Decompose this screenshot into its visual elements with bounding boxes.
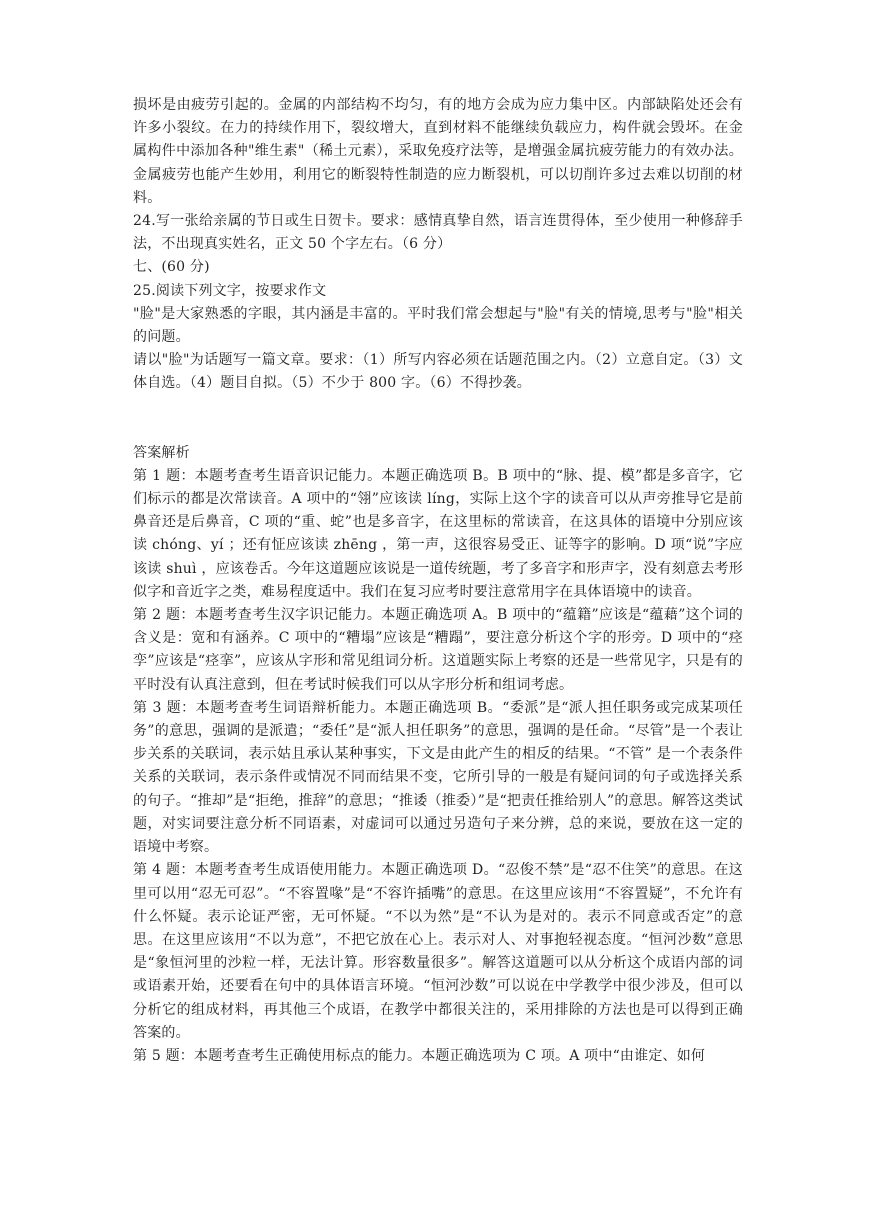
question-25-requirements: 请以"脸"为话题写一篇文章。要求：（1）所写内容必须在话题范围之内。（2）立意自定。（3）文体自选。（4）题目自拟。（5）不少于 800 字。（6）不得抄袭。: [133, 352, 743, 392]
section-heading-7: 七、(60 分): [133, 259, 210, 276]
answer-4: 第 4 题：本题考查考生成语使用能力。本题正确选项 D。“忍俊不禁”是“忍不住笑”的意思。在这里可以用“忍无可忍”。“不容置喙”是“不容许插嘴”的意思。在这里应该用“不容置疑”，不允许有什么怀疑。表示论证严密，无可怀疑。“不以为然”是“不认为是对的。表示不同意或否定”的意思。在这里应该用“不以为意”，不把它放在心上。表示对人、对事抱轻视态度。“恒河沙数”意思是“象恒河里的沙粒一样，无法计算。形容数量很多”。解答这道题可以从分析这个成语内部的词或语素开始，还要看在句中的具体语言环境。“恒河沙数”可以说在中学教学中很少涉及，但可以分析它的组成材料，再其他三个成语，在教学中都很关注的，采用排除的方法也是可以得到正确答案的。: [133, 862, 743, 1041]
answers-heading: 答案解析: [133, 444, 190, 461]
answer-1: 第 1 题：本题考查考生语音识记能力。本题正确选项 B。B 项中的“脉、提、模”都是多音字，它们标示的都是次常读音。A 项中的“翎”应该读 líng，实际上这个字的读音可以从声旁推导它是前鼻音还是后鼻音，C 项的“重、蛇”也是多音字，在这里标的常读音，在这具体的语境中分别应该读 chóng、yí ；还有怔应该读 zhēng ，第一声，这很容易受正、证等字的影响。D 项“说”字应该读 shuì ，应该卷舌。今年这道题应该说是一道传统题，考了多音字和形声字，没有刻意去考形似字和音近字之类，难易程度适中。我们在复习应考时要注意常用字在具体语境中的读音。: [133, 467, 743, 600]
answer-3: 第 3 题：本题考查考生词语辩析能力。本题正确选项 B。“委派”是“派人担任职务或完成某项任务”的意思，强调的是派遣；“委任”是“派人担任职务”的意思，强调的是任命。“尽管”是一个表让步关系的关联词，表示姑且承认某种事实，下文是由此产生的相反的结果。“不管” 是一个表条件关系的关联词，表示条件或情况不同而结果不变，它所引导的一般是有疑问词的句子或选择关系的句子。“推却”是“拒绝，推辞”的意思；“推诿（推委）”是“把责任推给别人”的意思。解答这类试题，对实词要注意分析不同语素，对虚词可以通过另造句子来分辨，总的来说，要放在这一定的语境中考察。: [133, 699, 743, 856]
passage-tail: 损坏是由疲劳引起的。金属的内部结构不均匀，有的地方会成为应力集中区。内部缺陷处还会有许多小裂纹。在力的持续作用下，裂纹增大，直到材料不能继续负载应力，构件就会毁坏。在金属构件中添加各种"维生素"（稀土元素），采取免疫疗法等，是增强金属抗疲劳能力的有效办法。金属疲劳也能产生妙用，利用它的断裂特性制造的应力断裂机，可以切削许多过去难以切削的材料。: [133, 97, 743, 206]
answer-2: 第 2 题：本题考查考生汉字识记能力。本题正确选项 A。B 项中的“蕴籍”应该是“蕴藉”这个词的含义是：宽和有涵养。C 项中的“糟塌”应该是“糟蹋”，要注意分析这个字的形旁。D 项中的“痉孪”应该是“痉挛”，应该从字形和常见组词分析。这道题实际上考察的还是一些常见字，只是有的平时没有认真注意到，但在考试时候我们可以从字形分析和组词考虑。: [133, 607, 743, 693]
document-page: [133, 94, 743, 1068]
question-25-prompt: "脸"是大家熟悉的字眼，其内涵是丰富的。平时我们常会想起与"脸"有关的情境,思考与"脸"相关的问题。: [133, 305, 743, 346]
answer-5: 第 5 题：本题考查考生正确使用标点的能力。本题正确选项为 C 项。A 项中“由谁定、如何: [133, 1047, 706, 1064]
spacer: [133, 396, 743, 442]
question-24: 24.写一张给亲属的节日或生日贺卡。要求：感情真挚自然，语言连贯得体，至少使用一种修辞手法，不出现真实姓名，正文 50 个字左右。（6 分）: [133, 213, 743, 253]
question-25-title: 25.阅读下列文字，按要求作文: [133, 282, 327, 299]
